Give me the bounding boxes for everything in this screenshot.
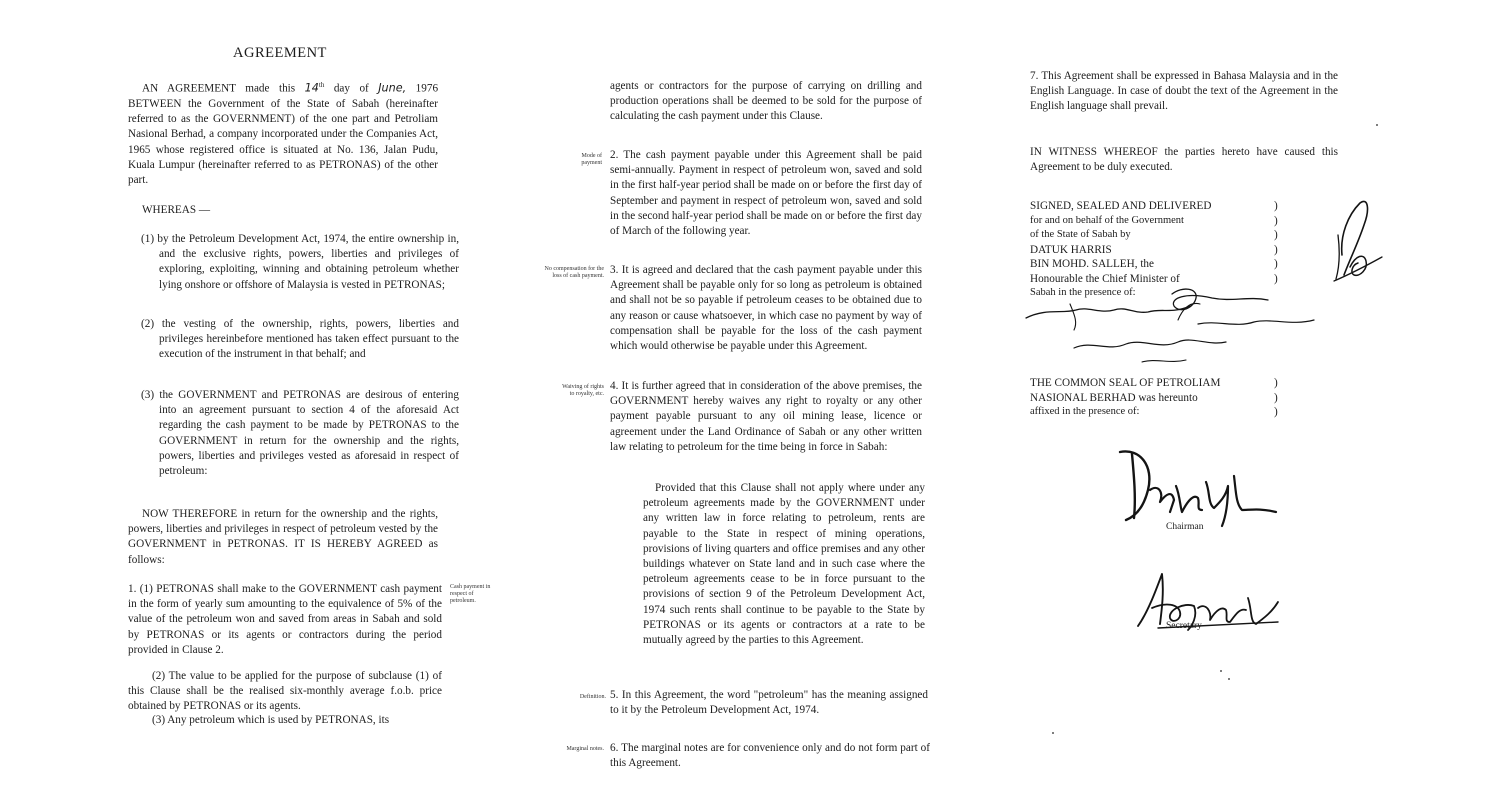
chief-minister-signature [1330, 195, 1390, 295]
brace: ) [1274, 391, 1278, 404]
seal-braces [1274, 376, 1278, 420]
signed-line: DATUK HARRIS [1030, 243, 1112, 256]
intro-day: 14 [304, 81, 319, 95]
seal-line: NASIONAL BERHAD was hereunto [1030, 391, 1198, 404]
proviso-paragraph: Provided that this Clause shall not apply where under any petroleum agreements made by the GOVERNMENT under any written law in force relating to petroleum, rents are payable to the State in respect of mining operations, provisions of living quarters and office premises and any other buildings whatever on State land and in such case where the petroleum agreements cease to be in force pursuant to the provisions of section 9 of the Petroleum Development Act, 1974 such rents shall continue to be payable to the State by PETRONAS or its agents or contractors at a rate to be mutually agreed by the parties to this Agreement. [643, 482, 925, 647]
now-therefore-paragraph: NOW THEREFORE in return for the ownership and the rights, powers, liberties and privileges in respect of petroleum vested by the GOVERNMENT in PETRONAS. IT IS HEREBY AGREED as follows: [128, 508, 438, 566]
margin-note-marginal-notes: Marginal notes. [566, 746, 604, 752]
signed-line: Honourable the Chief Minister of [1030, 272, 1180, 285]
scan-speck [1220, 670, 1222, 672]
brace: ) [1274, 200, 1278, 212]
intro-part-b: day of [333, 82, 369, 95]
brace: ) [1274, 406, 1278, 418]
signed-line: Sabah in the presence of: [1030, 287, 1136, 298]
witness-paragraph: IN WITNESS WHEREOF the parties hereto have caused this Agreement to be duly executed. [1030, 146, 1338, 174]
signed-line: BIN MOHD. SALLEH, the [1030, 258, 1154, 270]
clause-3: 3. It is agreed and declared that the cash payment payable under this Agreement shall be payable only for so long as petroleum is obtained and shall not be so payable if petroleum ceases to be obtained due to any reason or cause whatsoever, in which case no payment by way of compensation shall be payable for the loss of the cash payment which would otherwise be payable under this Agreement. [610, 264, 922, 353]
margin-note-cash-payment: Cash payment in respect of petroleum. [450, 584, 491, 604]
seal-line: THE COMMON SEAL OF PETROLIAM [1030, 377, 1221, 389]
common-seal-block [1030, 376, 1290, 420]
clause-1-3: (3) Any petroleum which is used by PETRONAS, its [152, 714, 390, 726]
intro-part-a: AN AGREEMENT made this [142, 82, 296, 95]
margin-note-definition: Definition. [579, 694, 606, 700]
scan-speck [1228, 678, 1230, 680]
clause-6: 6. The marginal notes are for convenience only and do not form part of this Agreement. [610, 742, 930, 770]
signed-line: of the State of Sabah by [1030, 229, 1131, 240]
chairman-signature [1110, 446, 1290, 531]
clause-1-1: 1. (1) PETRONAS shall make to the GOVERNMENT cash payment in the form of yearly sum amounting to the equivalence of 5% of the value of the petroleum won and saved from areas in Sabah and sold by PETRONAS or its agents or contractors during the period provided in Clause 2. [128, 583, 442, 656]
margin-note-mode-of-payment: Mode of payment [581, 153, 602, 166]
agreement-page-3 [1000, 0, 1500, 803]
agreement-page-2 [500, 0, 1000, 803]
clause-2: 2. The cash payment payable under this Agreement shall be paid semi-annually. Payment in respect of petroleum won, saved and sold in the first half-year period shall be made on or before the first day of September and payment in respect of petroleum won, saved and sold in the second half-year period shall be made on or before the first day of March of the following year. [610, 149, 922, 238]
recital-1: (1) by the Petroleum Development Act, 1974, the entire ownership in, and the exclusive rights, powers, liberties and privileges of exploring, exploiting, winning and obtaining petroleum whether lying onshore or offshore of Malaysia is vested in PETRONAS; [141, 233, 459, 291]
continuation-paragraph: agents or contractors for the purpose of carrying on drilling and production operations shall be deemed to be sold for the purpose of calculating the cash payment under this Clause. [610, 80, 922, 123]
brace: ) [1274, 243, 1278, 256]
seal-line: affixed in the presence of: [1030, 406, 1140, 417]
clause-4: 4. It is further agreed that in consideration of the above premises, the GOVERNMENT hereby waives any right to royalty or any other payment payable pursuant to any oil mining lease, licence or agreement under the Land Ordinance of Sabah or any other written law relating to petroleum for the time being in force in Sabah: [610, 380, 922, 453]
intro-part-c: 1976 BETWEEN the Government of the State of Sabah (hereinafter referred to as the GOVERNMENT) of the one part and Petroliam Nasional Berhad, a company incorporated under the Companies Act, 1965 whose registered office is situated at No. 136, Jalan Pudu, Kuala Lumpur (hereinafter referred to as PETRONAS) of the other part. [128, 82, 439, 186]
clause-5: 5. In this Agreement, the word "petroleum" has the meaning assigned to it by the Petroleum Development Act, 1974. [610, 689, 928, 717]
brace: ) [1274, 229, 1278, 241]
chairman-label: Chairman [1166, 522, 1204, 532]
page-title: AGREEMENT [233, 45, 327, 61]
recital-3: (3) the GOVERNMENT and PETRONAS are desirous of entering into an agreement pursuant to section 4 of the aforesaid Act regarding the cash payment to be made by PETRONAS to the GOVERNMENT in return for the ownership and the rights, powers, liberties and privileges vested as aforesaid in respect of petroleum: [141, 389, 459, 478]
margin-note-waiving: Waiving of rights to royalty, etc. [562, 384, 604, 397]
whereas-heading: WHEREAS — [142, 204, 211, 216]
intro-month: June, [378, 81, 407, 95]
witness-signatures-sabah [1022, 284, 1322, 374]
clause-7: 7. This Agreement shall be expressed in Bahasa Malaysia and in the English Language. In case of doubt the text of the Agreement in the English language shall prevail. [1030, 70, 1338, 113]
scan-speck [1376, 124, 1378, 126]
brace: ) [1274, 258, 1278, 270]
clause-1-2: (2) The value to be applied for the purpose of subclause (1) of this Clause shall be the realised six-monthly average f.o.b. price obtained by PETRONAS or its agents. [128, 670, 442, 713]
secretary-label: Secretary [1166, 621, 1202, 631]
scan-speck [1052, 732, 1054, 734]
signed-braces [1274, 199, 1278, 286]
signed-line: SIGNED, SEALED AND DELIVERED [1030, 200, 1212, 212]
intro-day-sup: th [318, 81, 325, 89]
brace: ) [1274, 377, 1278, 389]
signed-line: for and on behalf of the Government [1030, 214, 1184, 226]
recital-2: (2) the vesting of the ownership, rights, powers, liberties and privileges hereinbefore mentioned has taken effect pursuant to the execution of the instrument in that behalf; and [141, 318, 459, 361]
brace: ) [1274, 272, 1278, 285]
margin-note-no-compensation: No compensation for the loss of cash payment. [544, 266, 604, 279]
intro-paragraph [128, 78, 438, 188]
agreement-page-1 [0, 0, 500, 803]
secretary-signature [1132, 568, 1292, 638]
brace: ) [1274, 214, 1278, 227]
